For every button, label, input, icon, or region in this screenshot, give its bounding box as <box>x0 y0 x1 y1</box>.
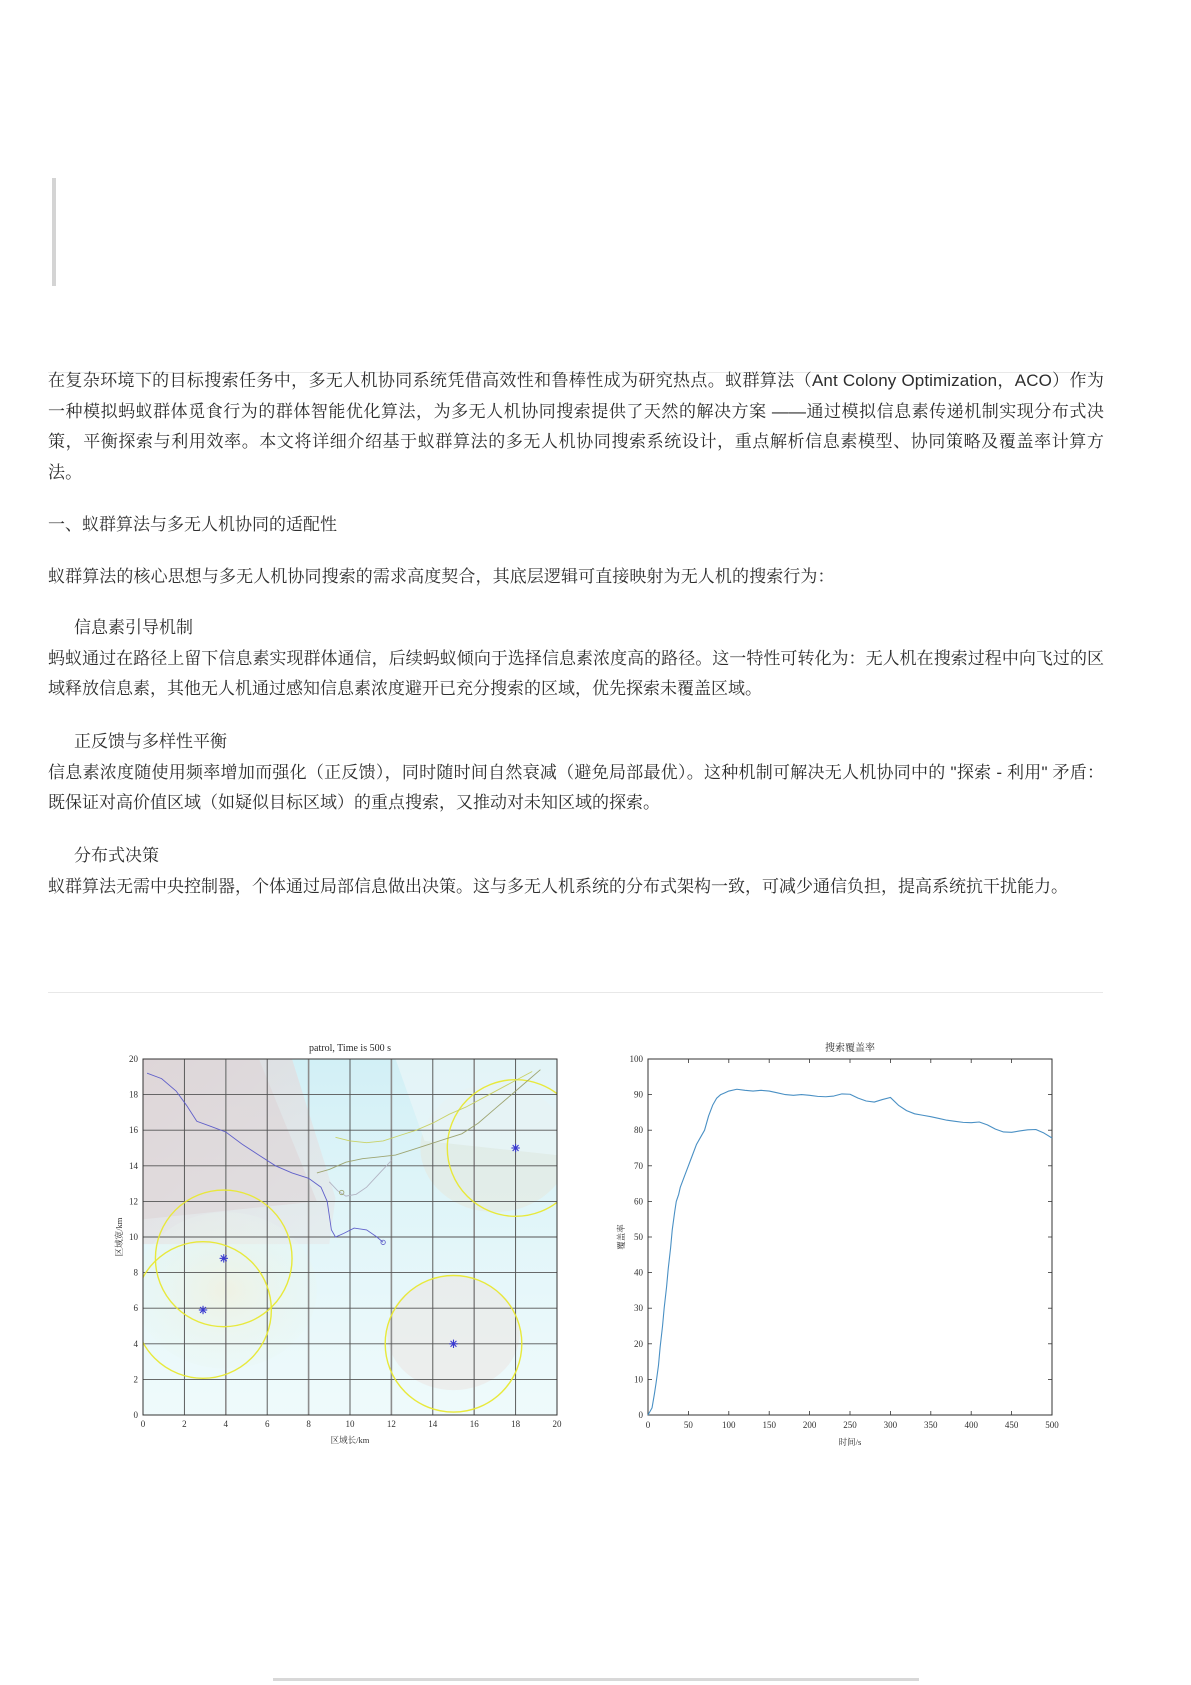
coverage-ytick: 0 <box>638 1410 643 1420</box>
subsection-title-pheromone-guidance: 信息素引导机制 <box>74 617 193 637</box>
coverage-xtick: 200 <box>802 1420 817 1430</box>
coverage-ylabel: 覆盖率 <box>616 1224 626 1250</box>
patrol-map-title: patrol, Time is 500 s <box>309 1043 391 1054</box>
quote-block <box>52 178 1032 286</box>
coverage-xtick: 50 <box>683 1420 693 1430</box>
coverage-xtick: 150 <box>762 1420 776 1430</box>
patrol-map-svg <box>110 1035 565 1455</box>
patrol-ytick: 12 <box>129 1196 138 1207</box>
coverage-axes-frame <box>648 1059 1052 1415</box>
coverage-xtick: 300 <box>883 1420 898 1430</box>
patrol-xtick: 2 <box>182 1419 187 1429</box>
subsection-body-pheromone-guidance: 蚂蚁通过在路径上留下信息素实现群体通信，后续蚂蚁倾向于选择信息素浓度高的路径。这一特性可转化为：无人机在搜索过程中向飞过的区域释放信息素，其他无人机通过感知信息素浓度避开已充分搜索的区域，优先探索未覆盖区域。 <box>48 648 1104 698</box>
patrol-xtick: 12 <box>386 1419 396 1429</box>
coverage-ytick: 70 <box>634 1160 643 1171</box>
patrol-xtick: 18 <box>511 1419 521 1429</box>
article-body <box>48 366 1104 902</box>
footer-rule <box>273 1678 919 1681</box>
coverage-ytick: 80 <box>634 1125 643 1136</box>
coverage-ytick: 60 <box>634 1196 643 1207</box>
figure-coverage-rate <box>610 1035 1060 1455</box>
subsection-title-distributed-decision: 分布式决策 <box>74 845 159 865</box>
patrol-ytick: 16 <box>129 1125 138 1136</box>
quote-accent-bar <box>52 178 56 286</box>
patrol-ytick: 0 <box>133 1410 138 1420</box>
patrol-ytick: 2 <box>133 1374 138 1385</box>
coverage-xtick: 400 <box>964 1420 978 1430</box>
patrol-ytick: 8 <box>133 1267 138 1278</box>
section-1-lead: 蚁群算法的核心思想与多无人机协同搜索的需求高度契合，其底层逻辑可直接映射为无人机的搜索行为： <box>48 567 835 586</box>
coverage-rate-svg <box>610 1035 1060 1455</box>
coverage-xtick: 250 <box>843 1420 857 1430</box>
coverage-ticks <box>648 1059 1052 1415</box>
coverage-ytick: 40 <box>634 1267 643 1278</box>
coverage-ytick: 90 <box>634 1089 643 1100</box>
subsection-body-distributed-decision: 蚁群算法无需中央控制器，个体通过局部信息做出决策。这与多无人机系统的分布式架构一致，可减少通信负担，提高系统抗干扰能力。 <box>48 876 1068 896</box>
patrol-xtick: 4 <box>223 1419 229 1429</box>
coverage-axis-labels <box>616 1054 1059 1447</box>
patrol-xtick: 8 <box>306 1419 311 1429</box>
subsection-title-feedback-balance: 正反馈与多样性平衡 <box>74 731 227 751</box>
coverage-ytick: 100 <box>629 1054 643 1064</box>
patrol-xtick: 0 <box>140 1419 146 1429</box>
coverage-ytick: 20 <box>634 1338 643 1349</box>
patrol-ytick: 6 <box>133 1303 138 1314</box>
target-marker <box>449 1340 457 1348</box>
figure-patrol-map <box>110 1035 565 1455</box>
target-marker <box>199 1306 207 1314</box>
divider-figures <box>48 992 1103 993</box>
patrol-ytick: 4 <box>133 1338 138 1349</box>
coverage-xtick: 450 <box>1004 1420 1019 1430</box>
coverage-xtick: 0 <box>645 1420 651 1430</box>
coverage-ytick: 10 <box>634 1374 643 1385</box>
patrol-ytick: 20 <box>129 1054 138 1064</box>
patrol-xtick: 14 <box>428 1419 438 1429</box>
coverage-xtick: 500 <box>1045 1420 1059 1430</box>
patrol-ytick: 14 <box>129 1160 138 1171</box>
coverage-xtick: 350 <box>924 1420 938 1430</box>
coverage-ytick: 50 <box>634 1232 643 1242</box>
figure-row <box>0 1035 1191 1465</box>
patrol-ytick: 10 <box>129 1232 138 1242</box>
coverage-line <box>648 1089 1052 1415</box>
coverage-xlabel: 时间/s <box>838 1437 862 1447</box>
patrol-xtick: 10 <box>345 1419 355 1429</box>
patrol-ytick: 18 <box>129 1089 138 1100</box>
target-marker <box>511 1144 519 1152</box>
patrol-xtick: 16 <box>469 1419 479 1429</box>
paragraph-intro: 在复杂环境下的目标搜索任务中，多无人机协同系统凭借高效性和鲁棒性成为研究热点。蚁群算法（Ant Colony Optimization，ACO）作为一种模拟蚂蚁群体觅食行为的群体智能优化算法，为多无人机协同搜索提供了天然的解决方案 ——通过模拟信息素传递机制实现分布式决策，平衡探索与利用效率。本文将详细介绍基于蚁群算法的多无人机协同搜索系统设计，重点解析信息素模型、协同策略及覆盖率计算方法。 <box>48 371 1104 482</box>
subsection-body-feedback-balance: 信息素浓度随使用频率增加而强化（正反馈），同时随时间自然衰减（避免局部最优）。这种机制可解决无人机协同中的 "探索 - 利用" 矛盾：既保证对高价值区域（如疑似目标区域）的重点搜索，又推动对未知区域的探索。 <box>48 762 1104 812</box>
coverage-title: 搜索覆盖率 <box>825 1043 875 1054</box>
patrol-ylabel: 区域宽/km <box>114 1217 124 1257</box>
patrol-xtick: 20 <box>552 1419 562 1429</box>
coverage-xtick: 100 <box>722 1420 736 1430</box>
patrol-xlabel: 区域长/km <box>330 1435 370 1445</box>
coverage-ytick: 30 <box>634 1303 643 1314</box>
patrol-xtick: 6 <box>264 1419 270 1429</box>
section-heading-1: 一、蚁群算法与多无人机协同的适配性 <box>48 515 337 534</box>
